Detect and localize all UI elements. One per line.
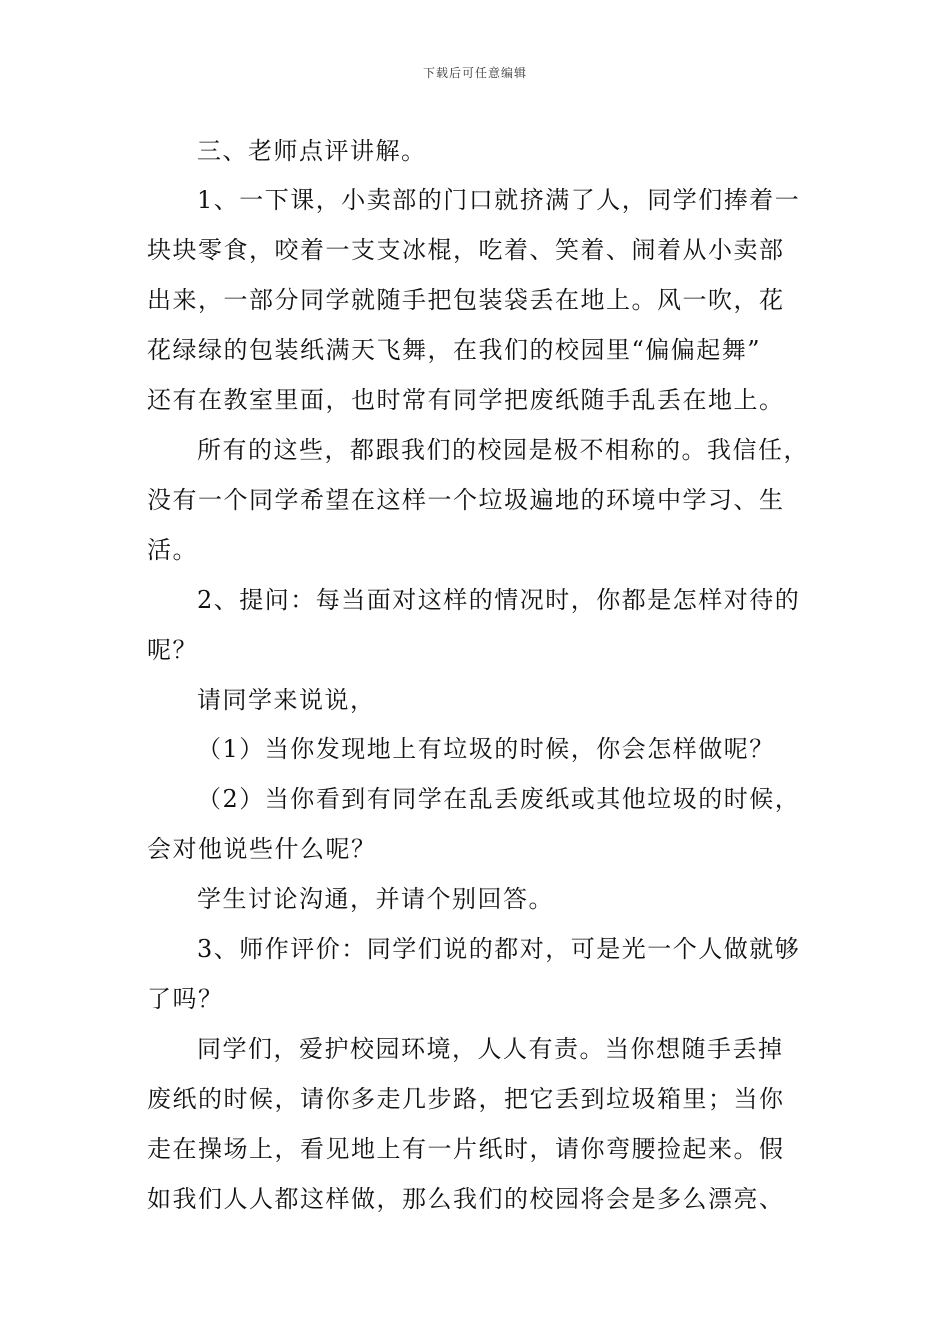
paragraph-line: 请同学来说说，	[197, 686, 376, 714]
paragraph-line: 块块零食，咬着一支支冰棍，吃着、笑着、闹着从小卖部	[147, 236, 785, 264]
paragraph-line: 呢？	[147, 636, 198, 664]
paragraph-line: 2、提问：每当面对这样的情况时，你都是怎样对待的	[197, 586, 801, 614]
paragraph-line: 没有一个同学希望在这样一个垃圾遍地的环境中学习、生	[147, 486, 785, 514]
paragraph-line: 了吗？	[147, 985, 224, 1013]
section-heading: 三、老师点评讲解。	[197, 137, 427, 165]
paragraph-line: 花绿绿的包装纸满天飞舞，在我们的校园里“偏偏起舞”	[147, 336, 762, 364]
paragraph-line: 废纸的时候，请你多走几步路，把它丢到垃圾箱里；当你	[147, 1085, 785, 1113]
paragraph-line: 学生讨论沟通，并请个别回答。	[197, 885, 554, 913]
paragraph-line: 活。	[147, 536, 198, 564]
page-header: 下载后可任意编辑	[422, 66, 527, 80]
paragraph-line: 所有的这些，都跟我们的校园是极不相称的。我信任，	[197, 436, 809, 464]
paragraph-line: 会对他说些什么呢？	[147, 835, 377, 863]
paragraph-line: 出来，一部分同学就随手把包装袋丢在地上。风一吹，花	[147, 286, 785, 314]
paragraph-line: 3、师作评价：同学们说的都对，可是光一个人做就够	[197, 935, 801, 963]
paragraph-line: （1）当你发现地上有垃圾的时候，你会怎样做呢？	[197, 735, 775, 763]
paragraph-line: 如我们人人都这样做，那么我们的校园将会是多么漂亮、	[147, 1185, 785, 1213]
paragraph-line: （2）当你看到有同学在乱丢废纸或其他垃圾的时候，	[197, 785, 801, 813]
paragraph-line: 走在操场上，看见地上有一片纸时，请你弯腰捡起来。假	[147, 1135, 785, 1163]
paragraph-line: 1、一下课，小卖部的门口就挤满了人，同学们捧着一	[197, 186, 801, 214]
paragraph-line: 还有在教室里面，也时常有同学把废纸随手乱丢在地上。	[147, 386, 785, 414]
paragraph-line: 同学们，爱护校园环境，人人有责。当你想随手丢掉	[197, 1035, 784, 1063]
